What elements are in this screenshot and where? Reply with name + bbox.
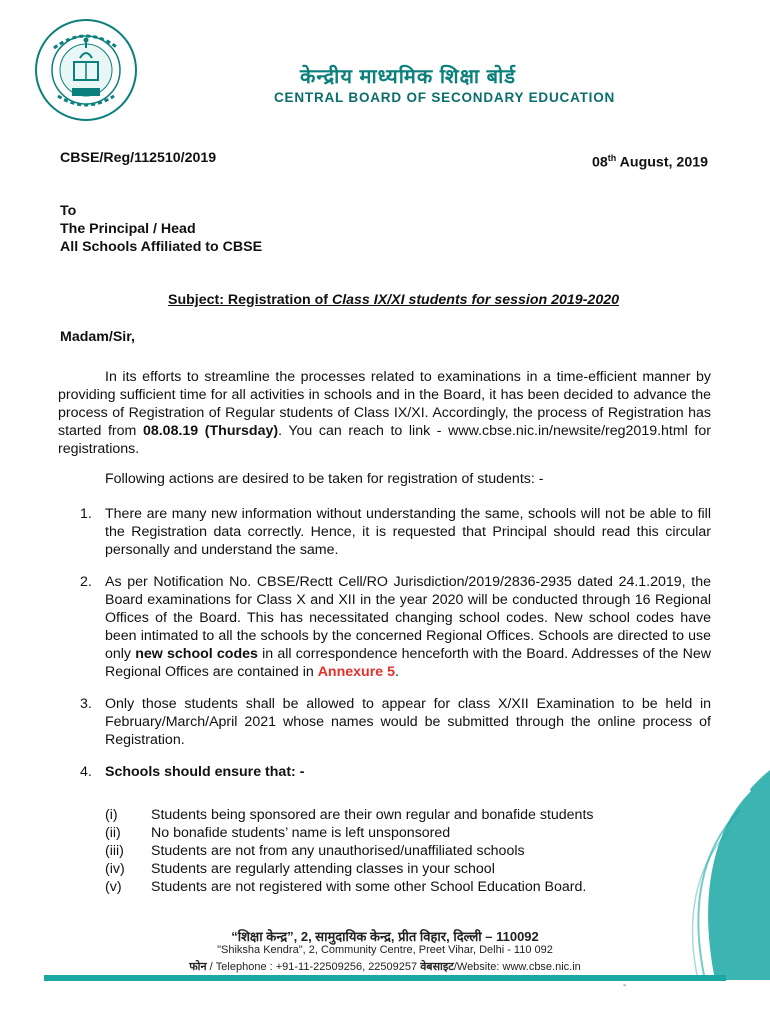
org-name-hindi: केन्द्रीय माध्यमिक शिक्षा बोर्ड <box>300 66 516 88</box>
letter-date: 08th August, 2019 <box>591 153 708 171</box>
action-list <box>58 505 711 795</box>
footer-address-hindi: “शिक्षा केन्द्र”, 2, सामुदायिक केन्द्र, प्रीत विहार, दिल्ली – 110092 <box>231 929 539 944</box>
page-mark: - <box>623 980 627 991</box>
decorative-feather-icon <box>600 770 770 990</box>
address-line: All Schools Affiliated to CBSE <box>60 239 263 255</box>
cbse-emblem-icon <box>34 18 138 122</box>
list-item: 4. Schools should ensure that: - <box>80 764 305 780</box>
salutation: Madam/Sir, <box>60 329 135 345</box>
following-actions: Following actions are desired to be taken for registration of students: - <box>105 471 544 487</box>
intro-paragraph: In its efforts to streamline the processes related to examinations in a time-efficient manner by providing sufficient time for all activities in schools and in the Board, it has been decided to advance the process of Registration of Regular students of Class IX/XI. Accordingly, the process of Registration has started from 08.08.19 (Thursday). You can reach to link - www.cbse.nic.in/newsite/reg2019.html for registrations. <box>58 369 711 457</box>
footer-contact: फोन / Telephone : +91-11-22509256, 22509257 वेबसाइट/Website: www.cbse.nic.in <box>189 961 581 973</box>
address-line: The Principal / Head <box>60 221 196 237</box>
org-name-english: CENTRAL BOARD OF SECONDARY EDUCATION <box>274 90 616 105</box>
list-item: 3. Only those students shall be allowed to appear for class X/XII Examination to be held in February/March/April 2021 whose names would be submitted through the online process of Registration. <box>80 696 711 748</box>
recipient-address <box>60 202 262 256</box>
address-line: To <box>60 203 77 219</box>
list-item: 1. There are many new information without understanding the same, schools will not be able to fill the Registration data correctly. Hence, it is requested that Principal should read this circular personally and understand the same. <box>80 506 711 558</box>
list-item: 2. As per Notification No. CBSE/Rectt Cell/RO Jurisdiction/2019/2836-2935 dated 24.1.2019, the Board examinations for Class X and XII in the year 2020 will be conducted through 16 Regional Offices of the Board. This has necessitated changing school codes. New school codes have been intimated to all the schools by the concerned Regional Offices. Schools are directed to use only new school codes in all correspondence henceforth with the Board. Addresses of the New Regional Offices are contained in Annexure 5. <box>80 574 711 680</box>
footer-address-english: "Shiksha Kendra", 2, Community Centre, Preet Vihar, Delhi - 110 092 <box>217 944 553 956</box>
annexure-link[interactable]: Annexure 5 <box>317 664 395 680</box>
reference-number: CBSE/Reg/112510/2019 <box>60 150 217 166</box>
subject-line: Subject: Registration of Class IX/XI students for session 2019-2020 <box>168 292 619 308</box>
